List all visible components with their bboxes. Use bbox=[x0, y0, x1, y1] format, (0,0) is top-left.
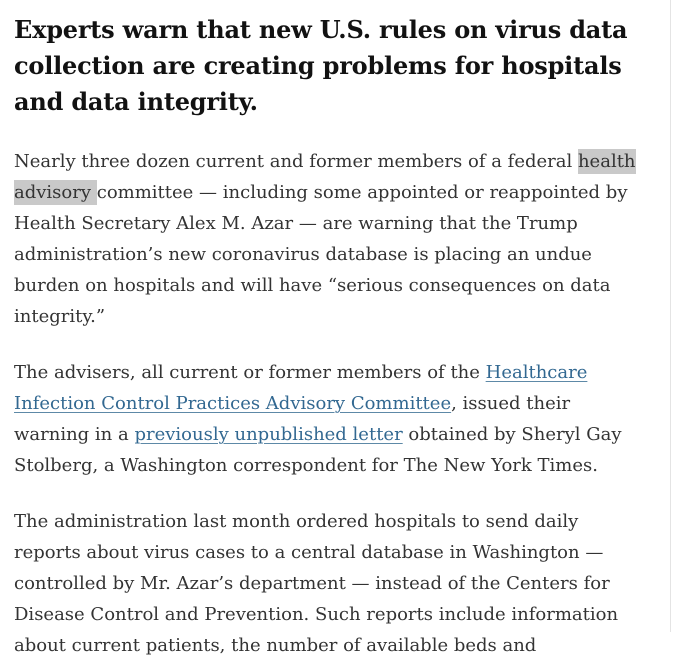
article-headline: Experts warn that new U.S. rules on virus data collection are creating problems for hospitals and data integrity. bbox=[14, 15, 628, 116]
article-paragraph bbox=[14, 506, 640, 661]
paragraph-text: Nearly three dozen current and former members of a federal bbox=[14, 151, 578, 172]
article-paragraph bbox=[14, 357, 640, 481]
link-advisory-committee[interactable]: Healthcare Infection Control Practices Advisory Committee bbox=[14, 362, 588, 414]
highlighted-text: health advisory bbox=[14, 151, 636, 203]
paragraph-text: The advisers, all current or former members of the bbox=[14, 362, 486, 383]
paragraph-text: , issued their warning in a bbox=[14, 393, 571, 445]
paragraph-text: obtained by Sheryl Gay Stolberg, a Washington correspondent for The New York Times. bbox=[14, 424, 622, 476]
link-unpublished-letter[interactable]: previously unpublished letter bbox=[134, 424, 403, 445]
content-column-edge bbox=[670, 0, 671, 632]
paragraph-text: committee — including some appointed or reappointed by Health Secretary Alex M. Azar — are warning that the Trump administration’s new coronavirus database is placing an undue burden on hospitals and will have “serious consequences on data integrity.” bbox=[14, 182, 628, 327]
article-paragraph bbox=[14, 146, 640, 332]
paragraph-text: The administration last month ordered hospitals to send daily reports about virus cases to a central database in Washington — controlled by Mr. Azar’s department — instead of the Centers for Disease Control and Prevention. Such reports include information about current patients, the number of available beds and bbox=[14, 511, 619, 656]
